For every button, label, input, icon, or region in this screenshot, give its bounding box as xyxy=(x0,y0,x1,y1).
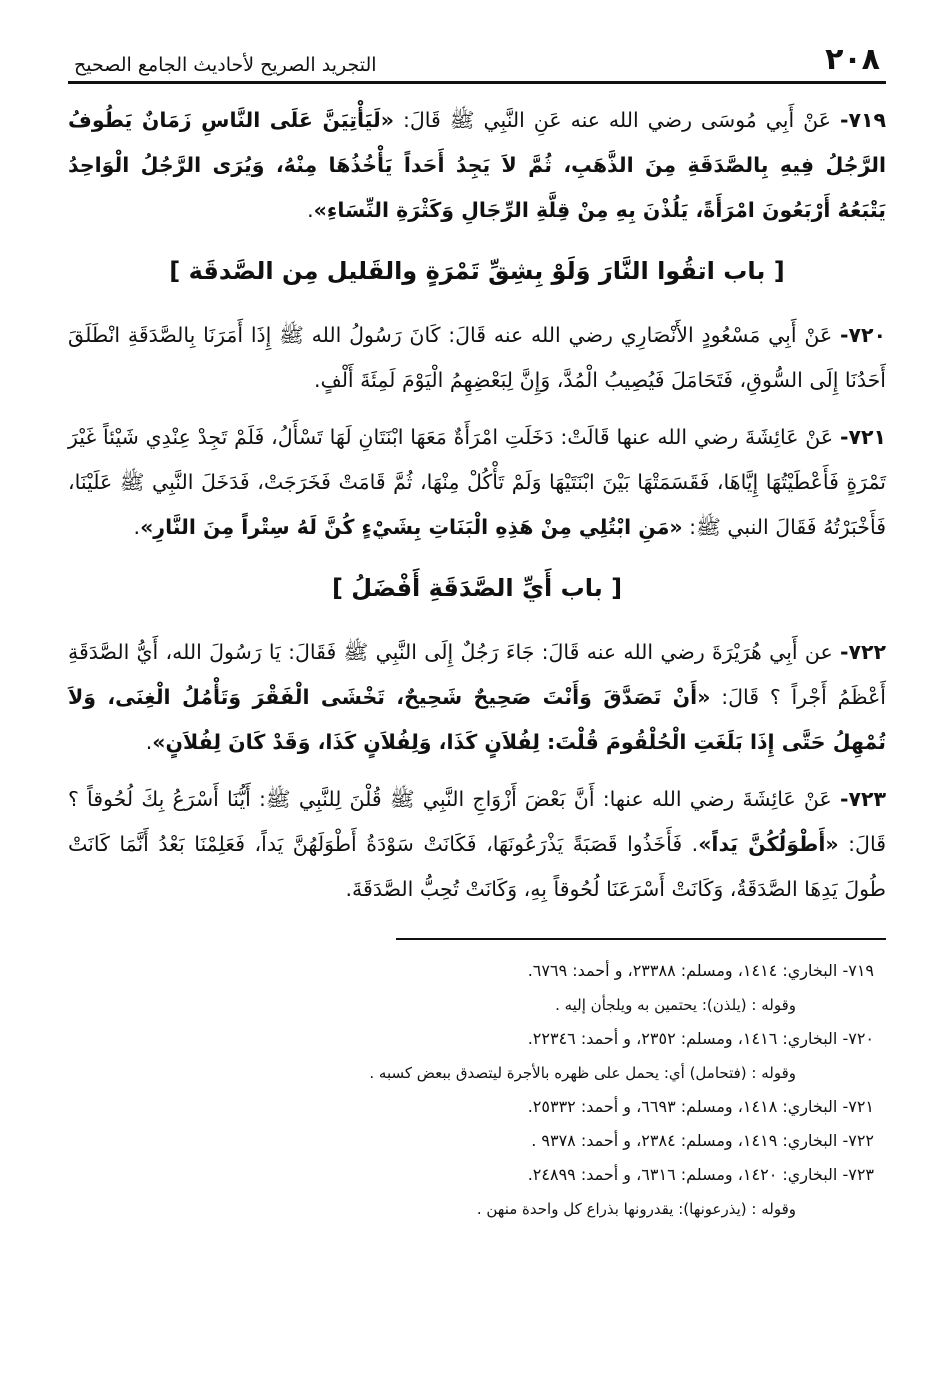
footnote-divider xyxy=(396,938,886,940)
hadith-number: ٧٢٠- xyxy=(839,323,886,347)
footnote-gloss: وقوله : (فتحامل) أي: يحمل على ظهره بالأجرة ليتصدق ببعض كسبه . xyxy=(369,1064,796,1082)
footnote-reference: ٧٢٣- البخاري: ١٤٢٠، ومسلم: ٦٣١٦، و أحمد: ٢٤٨٩٩. xyxy=(527,1165,874,1184)
hadith-text-end: . xyxy=(145,730,153,754)
page-number: ٢٠٨ xyxy=(825,42,880,77)
page-header xyxy=(68,30,886,84)
hadith-720 xyxy=(68,313,886,403)
hadith-quote: «أَطْوَلُكُنَّ يَداً» xyxy=(698,832,839,856)
footnote-reference: ٧٢٢- البخاري: ١٤١٩، ومسلم: ٢٣٨٤، و أحمد: ٩٣٧٨ . xyxy=(531,1131,874,1150)
hadith-number: ٧١٩- xyxy=(839,108,886,132)
footnote-gloss: وقوله : (يلذن): يحتمين به ويلجأن إليه . xyxy=(555,996,796,1014)
hadith-quote: «أَنْ تَصَدَّقَ وَأَنْتَ صَحِيحٌ شَحِيحٌ، تَخْشَى الْفَقْرَ وَتَأْمُلُ الْغِنَى، وَلاَ تُمْهِلُ حَتَّى إِذَا بَلَغَتِ الْحُلْقُومَ قُلْتَ: لِفُلاَنٍ كَذَا، وَلِفُلاَنٍ كَذَا، وَقَدْ كَانَ لِفُلاَنٍ» xyxy=(68,685,886,754)
page-body xyxy=(68,98,886,1226)
hadith-text: عَنْ عَائِشَةَ رضي الله عنها: أَنَّ بَعْضَ أَزْوَاجِ النَّبِي ﷺ قُلْنَ لِلنَّبِي ﷺ: أَيُّنَا أَسْرَعُ بِكَ لُحُوقاً ؟ قَالَ: xyxy=(68,787,887,856)
hadith-text-end: . xyxy=(307,198,314,222)
hadith-quote: «مَنِ ابْتُلِي مِنْ هَذِهِ الْبَنَاتِ بِشَيْءٍ كُنَّ لَهُ سِتْراً مِنَ النَّارِ» xyxy=(140,515,683,539)
hadith-quote: «لَيَأْتِيَنَّ عَلَى النَّاسِ زَمَانٌ يَطُوفُ الرَّجُلُ فِيهِ بِالصَّدَقَةِ مِنَ الذَّهَبِ، ثُمَّ لاَ يَجِدُ أَحَداً يَأْخُذُهَا مِنْهُ، وَيُرَى الرَّجُلُ الْوَاحِدُ يَتْبَعُهُ أَرْبَعُونَ امْرَأَةً، يَلُذْنَ بِهِ مِنْ قِلَّةِ الرِّجَالِ وَكَثْرَةِ النِّسَاءِ» xyxy=(68,108,886,222)
hadith-number: ٧٢٣- xyxy=(839,787,886,811)
footnote-gloss: وقوله : (يذرعونها): يقدرونها بذراع كل واحدة منهن . xyxy=(476,1200,796,1218)
hadith-number: ٧٢٢- xyxy=(839,640,886,664)
hadith-text-end: . فَأَخَذُوا قَصَبَةً يَذْرَعُونَهَا، فَكَانَتْ سَوْدَةُ أَطْوَلَهُنَّ يَداً، فَعَلِمْنَا بَعْدُ أَنَّمَا كَانَتْ طُولَ يَدِهَا الصَّدَقَةُ، وَكَانَتْ أَسْرَعَنَا لُحُوقاً بِهِ، وَكَانَتْ تُحِبُّ الصَّدَقَةَ. xyxy=(68,832,886,901)
book-title: التجريد الصريح لأحاديث الجامع الصحيح xyxy=(74,54,377,76)
hadith-723 xyxy=(68,777,886,912)
hadith-text: عَنْ أَبِي مُوسَى رضي الله عنه عَنِ النَّبِي ﷺ قَالَ: xyxy=(394,108,840,132)
footnote-reference: ٧٢١- البخاري: ١٤١٨، ومسلم: ٦٦٩٣، و أحمد: ٢٥٣٣٢. xyxy=(527,1097,874,1116)
hadith-721 xyxy=(68,415,886,550)
chapter-heading: [ باب اتقُوا النَّارَ وَلَوْ بِشِقِّ تَمْرَةٍ والقَليل مِن الصَّدقَة ] xyxy=(169,257,785,285)
hadith-number: ٧٢١- xyxy=(839,425,886,449)
chapter-heading: [ باب أَيِّ الصَّدَقَةِ أَفْضَلُ ] xyxy=(331,574,623,602)
book-page xyxy=(68,30,886,1226)
hadith-722 xyxy=(68,630,886,765)
hadith-text: عن أَبِي هُرَيْرَةَ رضي الله عنه قَالَ: جَاءَ رَجُلٌ إِلَى النَّبِي ﷺ فَقَالَ: يَا رَسُولَ الله، أَيُّ الصَّدَقَةِ أَعْظَمُ أَجْراً ؟ قَالَ: xyxy=(68,640,886,709)
footnotes xyxy=(68,954,886,1226)
hadith-text: عَنْ أَبِي مَسْعُودٍ الأَنْصَارِي رضي الله عنه قَالَ: كَانَ رَسُولُ الله ﷺ إِذَا أَمَرَنَا بِالصَّدَقَةِ انْطَلَقَ أَحَدُنَا إِلَى السُّوقِ، فَتَحَامَلَ فَيُصِيبُ الْمُدَّ، وَإِنَّ لِبَعْضِهِمُ الْيَوْمَ لَمِئَةَ أَلْفٍ. xyxy=(68,323,886,392)
footnote-reference: ٧٢٠- البخاري: ١٤١٦، ومسلم: ٢٣٥٢، و أحمد: ٢٢٣٤٦. xyxy=(527,1029,874,1048)
footnote-reference: ٧١٩- البخاري: ١٤١٤، ومسلم: ٢٣٣٨٨، و أحمد: ٦٧٦٩. xyxy=(527,961,874,980)
hadith-719 xyxy=(68,98,886,233)
hadith-text: عَنْ عَائِشَةَ رضي الله عنها قَالَتْ: دَخَلَتِ امْرَأَةٌ مَعَهَا ابْنَتَانِ لَهَا تَسْأَلُ، فَلَمْ تَجِدْ عِنْدِي شَيْئاً غَيْرَ تَمْرَةٍ فَأَعْطَيْتُهَا إِيَّاهَا، فَقَسَمَتْهَا بَيْنَ ابْنَتَيْهَا وَلَمْ تَأْكُلْ مِنْهَا، ثُمَّ قَامَتْ فَخَرَجَتْ، فَدَخَلَ النَّبِي ﷺ عَلَيْنَا، فَأَخْبَرْتُهُ فَقَالَ النبي ﷺ: xyxy=(68,425,886,539)
hadith-text-end: . xyxy=(133,515,141,539)
